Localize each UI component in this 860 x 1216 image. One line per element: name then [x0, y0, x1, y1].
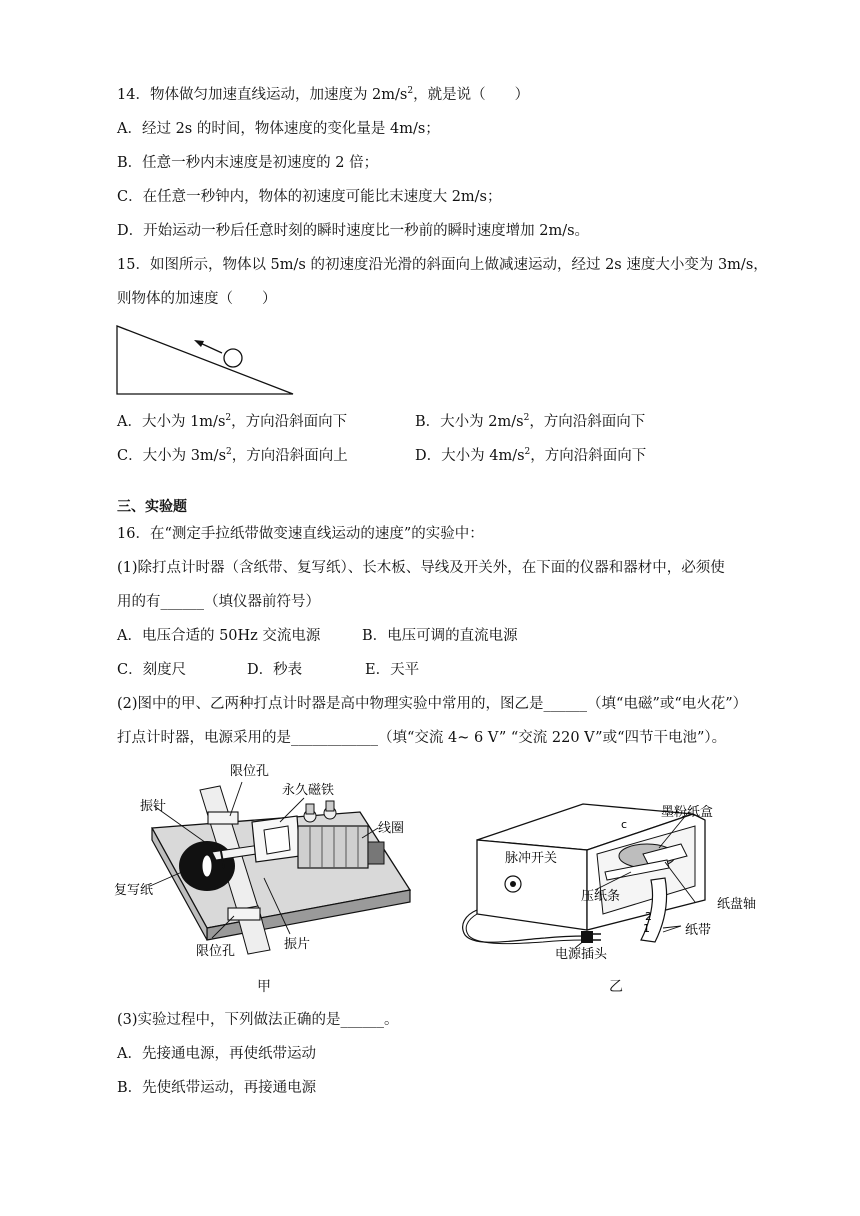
timer-figure-yi	[455, 790, 795, 970]
label-limit-hole-top: 限位孔	[230, 764, 270, 779]
q15-option-b: B．大小为 $2m/s^2$，方向沿斜面向下	[415, 413, 646, 430]
label-pulse-switch: 脉冲开关	[505, 851, 558, 866]
q16-option-b: B．电压可调的直流电源	[362, 628, 518, 644]
q14-option-a: A．经过 2s 的时间，物体速度的变化量是 4m/s；	[117, 121, 440, 137]
label-carbon-paper: 复写纸	[114, 883, 154, 898]
label-limit-hole-bottom: 限位孔	[196, 944, 236, 959]
mark-c: c	[621, 818, 628, 831]
q14-option-b: B．任意一秒内末速度是初速度的 2 倍；	[117, 155, 379, 171]
label-coil: 线圈	[378, 821, 405, 836]
q15-stem-line1: 15．如图所示，物体以 5m/s 的初速度沿光滑的斜面向上做减速运动，经过 2s 速度大小变为 3m/s，	[117, 257, 768, 273]
label-paper-tape: 纸带	[685, 923, 712, 938]
timer-figure-jia	[112, 760, 422, 970]
q14-option-c: C．在任意一秒钟内，物体的初速度可能比末速度大 2m/s；	[117, 189, 502, 205]
section-title: 三、实验题	[117, 499, 187, 515]
label-power-plug: 电源插头	[555, 947, 608, 962]
label-reed: 振片	[284, 937, 311, 952]
q16-option-e: E．天平	[365, 662, 420, 678]
label-reel-axis: 纸盘轴	[717, 897, 757, 912]
q16-option-c: C．刻度尺	[117, 662, 187, 678]
q16-part1-line1: (1)除打点计时器（含纸带、复写纸）、长木板、导线及开关外，在下面的仪器和器材中，必须使	[117, 560, 725, 576]
coil-end	[368, 842, 384, 864]
q16-part3-option-a: A．先接通电源，再使纸带运动	[117, 1046, 316, 1062]
q15-option-a: A．大小为 $1m/s^2$，方向沿斜面向下	[117, 413, 348, 430]
q16-stem: 16．在“测定手拉纸带做变速直线运动的速度”的实验中：	[117, 526, 484, 542]
incline-figure	[110, 318, 310, 400]
q16-part1-line2: 用的有______（填仪器前符号）	[117, 594, 320, 610]
caption-yi: 乙	[609, 979, 623, 995]
label-permanent-magnet: 永久磁铁	[282, 783, 335, 798]
arrow-head	[194, 340, 204, 347]
q16-part2-line1: (2)图中的甲、乙两种打点计时器是高中物理实验中常用的，图乙是______（填“电磁”或“电火花”）	[117, 696, 748, 712]
q15-option-c: C．大小为 $3m/s^2$，方向沿斜面向上	[117, 447, 348, 464]
q14-stem: 14．物体做匀加速直线运动，加速度为 $2m/s^2$，就是说（ ）	[117, 86, 530, 103]
tape-mark-2: 2	[645, 910, 652, 923]
tape-mark-1: 1	[643, 922, 650, 935]
limit-hole-bottom	[228, 908, 260, 920]
disc-center	[202, 855, 212, 877]
label-press-strip: 压纸条	[581, 889, 621, 904]
label-ink-paper-box: 墨粉纸盒	[661, 805, 714, 820]
q16-option-d: D．秒表	[247, 662, 303, 678]
ball	[224, 349, 242, 367]
magnet-inner	[264, 826, 290, 854]
q16-option-a: A．电压合适的 50Hz 交流电源	[117, 628, 321, 644]
q14-option-d: D．开始运动一秒后任意时刻的瞬时速度比一秒前的瞬时速度增加 2m/s。	[117, 223, 590, 239]
limit-hole-top	[208, 812, 238, 824]
q16-part3: (3)实验过程中，下列做法正确的是______。	[117, 1012, 399, 1028]
q15-option-d: D．大小为 $4m/s^2$，方向沿斜面向下	[415, 447, 647, 464]
caption-jia: 甲	[257, 979, 271, 995]
q16-part3-option-b: B．先使纸带运动，再接通电源	[117, 1080, 317, 1096]
q16-part2-line2: 打点计时器，电源采用的是____________（填“交流 4~ 6 V” “交流 220 V”或“四节干电池”）。	[117, 730, 727, 746]
label-needle: 振针	[140, 799, 167, 814]
q15-stem-line2: 则物体的加速度（ ）	[117, 291, 277, 307]
incline-triangle	[117, 326, 293, 394]
